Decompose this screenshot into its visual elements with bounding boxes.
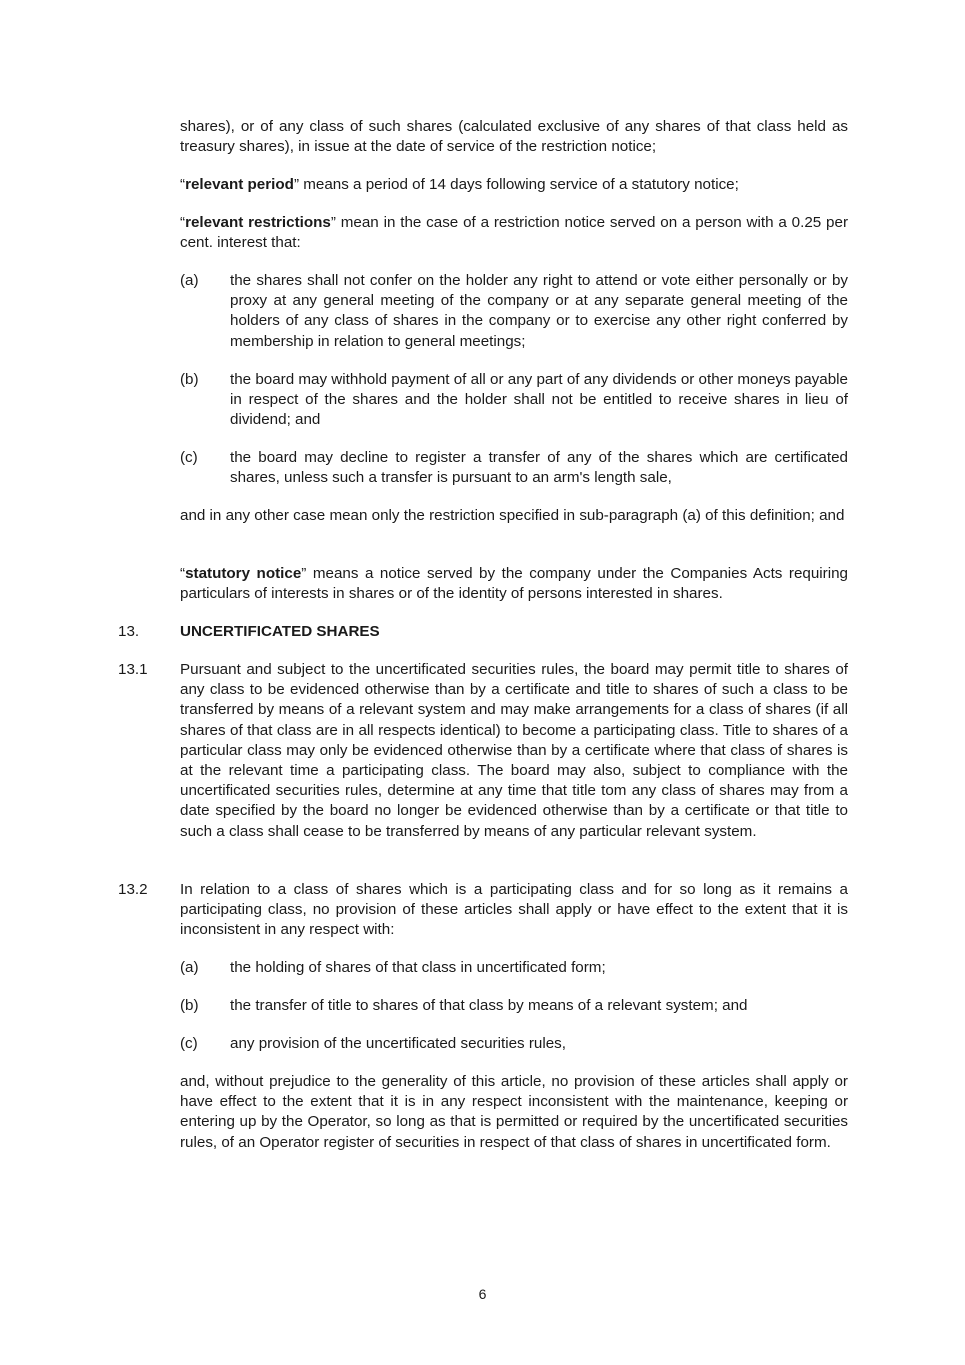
definition-text: ” means a period of 14 days following service of a statutory notice; [293,176,739,193]
section-number: 13. [118,623,140,640]
clause-13-2-label-a: (a) [180,959,199,976]
open-quote: “ [180,214,186,231]
restriction-label-b: (b) [180,371,199,388]
clause-number-13-1: 13.1 [118,661,148,678]
clause-number-13-2: 13.2 [118,881,148,898]
definition-text: ” mean in the case of a restriction notice served on a person with a 0.25 per cent. interest that: [180,214,848,252]
intro-continuation-paragraph: shares), or of any class of such shares (calculated exclusive of any shares of that class held as treasury shares), in issue at the date of service of the restriction notice; [180,118,848,156]
page-number: 6 [478,1286,487,1302]
clause-13-2-text-b: the transfer of title to shares of that class by means of a relevant system; and [230,997,748,1014]
restriction-text-a: the shares shall not confer on the holder any right to attend or vote either personally or by proxy at any general meeting of the company or at any separate general meeting of the holders of any class of shares in the company or to exercise any other right conferred by membership in relation to general meetings; [230,272,848,350]
definition-relevant-restrictions [180,213,848,253]
open-quote: “ [180,176,186,193]
defined-term: relevant restrictions [185,214,331,231]
restriction-label-c: (c) [180,449,198,466]
clause-13-2-tail: and, without prejudice to the generality of this article, no provision of these articles shall apply or have effect to the extent that it is in any respect inconsistent with the maintenance, keeping or entering up by the Operator, so long as that is permitted or required by the uncertificated securities rules, of an Operator register of securities in respect of that class of shares in uncertificated form. [180,1073,848,1151]
definition-relevant-period [180,175,848,195]
clause-text-13-2: In relation to a class of shares which is a participating class and for so long as it remains a participating class, no provision of these articles shall apply or have effect to the extent that it is inconsistent in any respect with: [180,881,848,939]
clause-13-2-text-a: the holding of shares of that class in uncertificated form; [230,959,606,976]
restrictions-tail-paragraph: and in any other case mean only the restriction specified in sub-paragraph (a) of this definition; and [180,507,845,524]
definition-text: ” means a notice served by the company under the Companies Acts requiring particulars of interests in shares or of the identity of persons interested in shares. [180,565,848,603]
open-quote: “ [180,565,186,582]
defined-term: statutory notice [185,565,302,582]
clause-13-2-text-c: any provision of the uncertificated securities rules, [230,1035,566,1052]
restriction-label-a: (a) [180,272,199,289]
restriction-text-c: the board may decline to register a transfer of any of the shares which are certificated shares, unless such a transfer is pursuant to an arm's length sale, [230,449,848,487]
defined-term: relevant period [185,176,294,193]
clause-text-13-1: Pursuant and subject to the uncertificated securities rules, the board may permit title to shares of any class to be evidenced otherwise than by a certificate and title to shares of such a class to be transferred by means of a relevant system and may make arrangements for a class of shares (if all shares of that class are in all respects identical) to become a participating class. Title to shares of a particular class may only be evidenced otherwise than by a certificate where that class of shares is at the relevant time a participating class. The board may also, subject to compliance with the uncertificated securities rules, determine at any time that title tom any class of shares may from a date specified by the board no longer be evidenced otherwise than by a certificate or that title to such a class shall cease to be transferred by means of any particular relevant system. [180,661,848,840]
clause-13-2-label-b: (b) [180,997,199,1014]
clause-13-2-label-c: (c) [180,1035,198,1052]
restriction-text-b: the board may withhold payment of all or any part of any dividends or other moneys payable in respect of the shares and the holder shall not be entitled to receive shares in lieu of dividend; and [230,371,848,429]
section-heading: UNCERTIFICATED SHARES [180,623,380,640]
definition-statutory-notice [180,564,848,604]
